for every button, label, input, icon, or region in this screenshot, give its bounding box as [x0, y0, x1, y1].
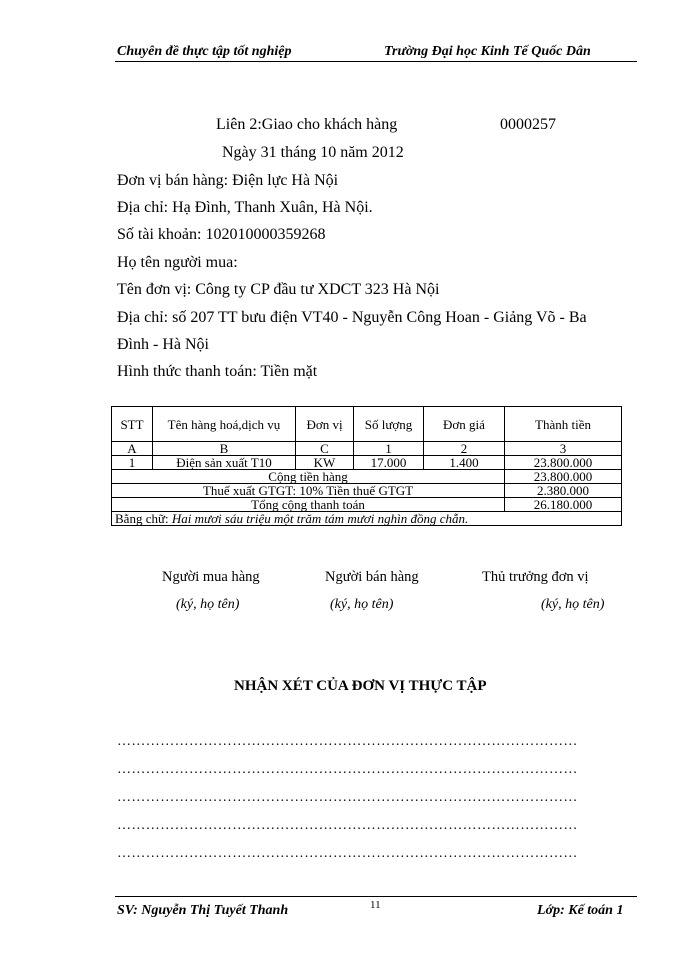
total-row: [112, 498, 622, 512]
table-row: [112, 456, 622, 470]
cell-stt: 1: [112, 456, 153, 470]
total-label: Tổng cộng thanh toán: [112, 498, 505, 512]
total-value: 26.180.000: [505, 498, 622, 512]
subtotal-value: 23.800.000: [505, 470, 622, 484]
code-cell: 2: [424, 442, 505, 456]
subtotal-row: [112, 470, 622, 484]
cell-unit-price: 1.400: [424, 456, 505, 470]
vat-label: Thuế xuất GTGT: 10% Tiền thuế GTGT: [112, 484, 505, 498]
buyer-address-line2: Đình - Hà Nội: [117, 336, 209, 353]
cell-quantity: 17.000: [354, 456, 424, 470]
page-number: 11: [370, 899, 381, 911]
footer-student: SV: Nguyễn Thị Tuyết Thanh: [117, 903, 289, 918]
signature-buyer-title: Người mua hàng: [162, 569, 260, 585]
comment-line: ……………………………………………………………………………………: [117, 846, 578, 861]
header-cell: Thành tiền: [505, 407, 622, 442]
buyer-name: Họ tên người mua:: [117, 254, 238, 271]
copy-label: Liên 2:Giao cho khách hàng: [216, 116, 398, 133]
payment-method: Hình thức thanh toán: Tiền mặt: [117, 363, 318, 380]
buyer-address-line1: Địa chỉ: số 207 TT bưu điện VT40 - Nguyễn Công Hoan - Giảng Võ - Ba: [117, 309, 587, 326]
cell-amount: 23.800.000: [505, 456, 622, 470]
signature-buyer-note: (ký, họ tên): [176, 597, 240, 612]
buyer-unit: Tên đơn vị: Công ty CP đầu tư XDCT 323 Hà Nội: [117, 281, 440, 298]
code-cell: 1: [354, 442, 424, 456]
comment-line: ……………………………………………………………………………………: [117, 790, 578, 805]
seller-unit: Đơn vị bán hàng: Điện lực Hà Nội: [117, 172, 339, 189]
footer-rule: [115, 896, 637, 897]
seller-address: Địa chỉ: Hạ Đình, Thanh Xuân, Hà Nội.: [117, 199, 373, 216]
header-cell: Số lượng: [354, 407, 424, 442]
signature-seller-note: (ký, họ tên): [330, 597, 394, 612]
header-cell: Đơn vị: [296, 407, 354, 442]
cell-item: Điện sản xuất T10: [153, 456, 296, 470]
signature-head-note: (ký, họ tên): [541, 597, 605, 612]
cell-unit: KW: [296, 456, 354, 470]
signature-seller-title: Người bán hàng: [325, 569, 419, 585]
code-cell: C: [296, 442, 354, 456]
code-cell: 3: [505, 442, 622, 456]
in-words-cell: [112, 512, 622, 526]
header-cell: STT: [112, 407, 153, 442]
invoice-number: 0000257: [500, 116, 556, 133]
comment-line: ……………………………………………………………………………………: [117, 762, 578, 777]
subtotal-label: Cộng tiền hàng: [112, 470, 505, 484]
header-cell: Tên hàng hoá,dịch vụ: [153, 407, 296, 442]
vat-row: [112, 484, 622, 498]
signature-head-title: Thủ trưởng đơn vị: [482, 569, 589, 585]
comment-line: ……………………………………………………………………………………: [117, 734, 578, 749]
comments-heading: NHẬN XÉT CỦA ĐƠN VỊ THỰC TẬP: [234, 678, 487, 694]
table-header-row: [112, 407, 622, 442]
code-cell: B: [153, 442, 296, 456]
table-code-row: [112, 442, 622, 456]
header-cell: Đơn giá: [424, 407, 505, 442]
vat-value: 2.380.000: [505, 484, 622, 498]
code-cell: A: [112, 442, 153, 456]
comment-line: ……………………………………………………………………………………: [117, 818, 578, 833]
header-left: Chuyên đề thực tập tốt nghiệp: [117, 44, 292, 59]
header-rule: [115, 61, 637, 62]
invoice-table: [111, 406, 622, 526]
header-right: Trường Đại học Kinh Tế Quốc Dân: [384, 44, 591, 59]
footer-class: Lớp: Kế toán 1: [537, 903, 624, 918]
in-words-row: [112, 512, 622, 526]
in-words-label: Bằng chữ:: [115, 511, 169, 526]
in-words-value: Hai mươi sáu triệu một trăm tám mươi nghìn đồng chẵn.: [171, 511, 469, 526]
invoice-date: Ngày 31 tháng 10 năm 2012: [222, 144, 404, 161]
account-number: Số tài khoản: 102010000359268: [117, 226, 326, 243]
